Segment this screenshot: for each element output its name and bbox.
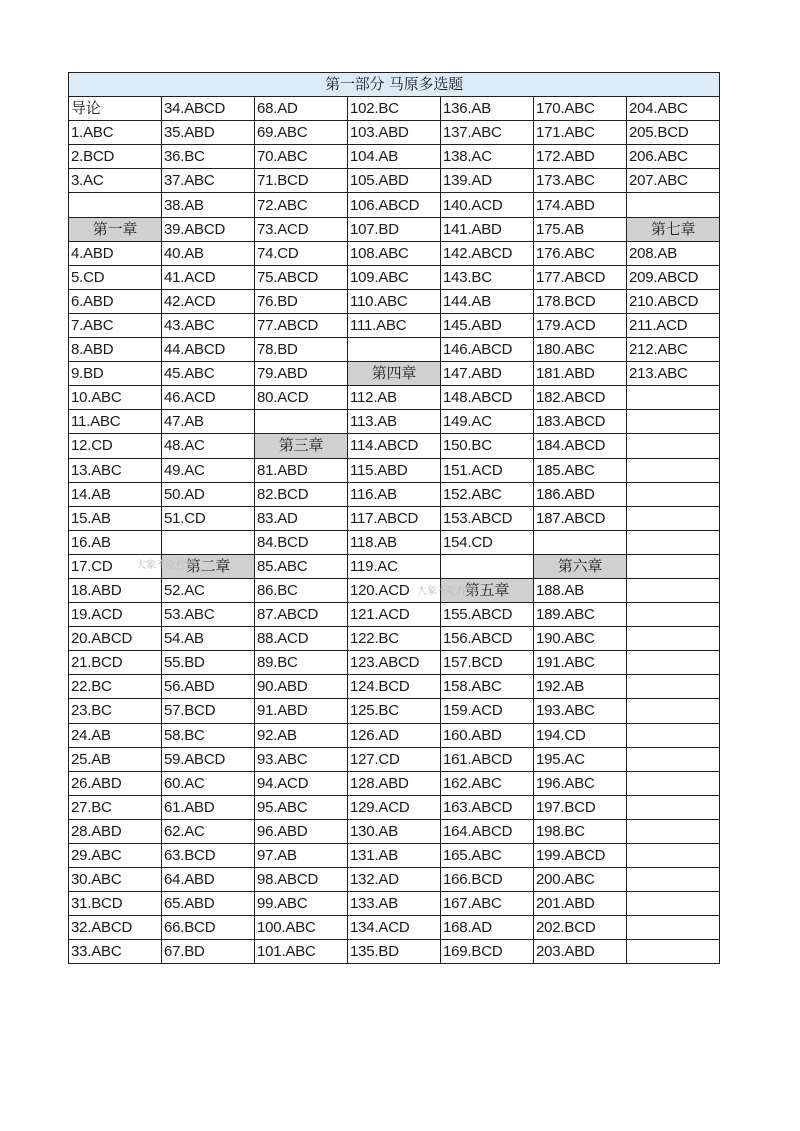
answer-cell: 61.ABD xyxy=(162,795,255,819)
answer-cell xyxy=(627,747,720,771)
answer-cell xyxy=(162,530,255,554)
answer-cell: 170.ABC xyxy=(534,97,627,121)
answer-cell: 8.ABD xyxy=(69,338,162,362)
answer-cell: 164.ABCD xyxy=(441,819,534,843)
answer-cell: 191.ABC xyxy=(534,651,627,675)
answer-cell xyxy=(627,578,720,602)
answer-cell: 108.ABC xyxy=(348,241,441,265)
answer-cell: 12.CD xyxy=(69,434,162,458)
answer-cell: 58.BC xyxy=(162,723,255,747)
answer-cell: 31.BCD xyxy=(69,892,162,916)
answer-cell: 19.ACD xyxy=(69,603,162,627)
answer-cell: 86.BC xyxy=(255,578,348,602)
table-row xyxy=(69,145,720,169)
answer-cell: 156.ABCD xyxy=(441,627,534,651)
answer-cell: 179.ACD xyxy=(534,313,627,337)
answer-cell xyxy=(627,603,720,627)
answer-cell: 154.CD xyxy=(441,530,534,554)
answer-cell: 45.ABC xyxy=(162,362,255,386)
answer-cell xyxy=(627,506,720,530)
answer-cell xyxy=(441,554,534,578)
table-row xyxy=(69,892,720,916)
answer-cell: 16.AB xyxy=(69,530,162,554)
chapter-header: 第六章 xyxy=(534,554,627,578)
answer-cell: 87.ABCD xyxy=(255,603,348,627)
answer-cell: 131.AB xyxy=(348,844,441,868)
answer-cell: 49.AC xyxy=(162,458,255,482)
table-row xyxy=(69,747,720,771)
answer-cell xyxy=(627,868,720,892)
answer-cell: 33.ABC xyxy=(69,940,162,964)
answer-cell: 62.AC xyxy=(162,819,255,843)
answer-cell: 163.ABCD xyxy=(441,795,534,819)
answer-cell: 202.BCD xyxy=(534,916,627,940)
answer-cell: 64.ABD xyxy=(162,868,255,892)
answer-cell: 48.AC xyxy=(162,434,255,458)
answer-cell: 59.ABCD xyxy=(162,747,255,771)
answer-cell: 21.BCD xyxy=(69,651,162,675)
answer-cell: 94.ACD xyxy=(255,771,348,795)
chapter-header: 第四章 xyxy=(348,362,441,386)
answer-cell: 25.AB xyxy=(69,747,162,771)
table-row xyxy=(69,699,720,723)
answer-cell: 195.AC xyxy=(534,747,627,771)
answer-cell: 55.BD xyxy=(162,651,255,675)
answer-cell xyxy=(627,916,720,940)
answer-cell: 118.AB xyxy=(348,530,441,554)
answer-cell: 38.AB xyxy=(162,193,255,217)
answer-cell xyxy=(627,482,720,506)
answer-cell: 14.AB xyxy=(69,482,162,506)
answer-cell: 9.BD xyxy=(69,362,162,386)
answer-cell: 143.BC xyxy=(441,265,534,289)
answer-cell: 7.ABC xyxy=(69,313,162,337)
table-row xyxy=(69,97,720,121)
answer-cell xyxy=(627,675,720,699)
answer-cell: 123.ABCD xyxy=(348,651,441,675)
answer-cell: 102.BC xyxy=(348,97,441,121)
answer-cell: 63.BCD xyxy=(162,844,255,868)
answer-cell: 10.ABC xyxy=(69,386,162,410)
answer-cell: 37.ABC xyxy=(162,169,255,193)
answer-cell: 99.ABC xyxy=(255,892,348,916)
table-row xyxy=(69,578,720,602)
answer-cell xyxy=(627,723,720,747)
answer-cell: 132.AD xyxy=(348,868,441,892)
answer-cell: 213.ABC xyxy=(627,362,720,386)
answer-cell: 146.ABCD xyxy=(441,338,534,362)
chapter-header: 第三章 xyxy=(255,434,348,458)
answer-cell: 15.AB xyxy=(69,506,162,530)
answer-cell: 124.BCD xyxy=(348,675,441,699)
answer-cell: 117.ABCD xyxy=(348,506,441,530)
answer-cell: 52.AC xyxy=(162,578,255,602)
answer-cell: 导论 xyxy=(69,97,162,121)
answer-cell: 172.ABD xyxy=(534,145,627,169)
answer-cell: 174.ABD xyxy=(534,193,627,217)
table-row xyxy=(69,651,720,675)
answer-cell: 186.ABD xyxy=(534,482,627,506)
answer-cell xyxy=(627,410,720,434)
answer-cell: 26.ABD xyxy=(69,771,162,795)
table-row xyxy=(69,530,720,554)
answer-cell: 157.BCD xyxy=(441,651,534,675)
answer-cell: 183.ABCD xyxy=(534,410,627,434)
answer-cell: 169.BCD xyxy=(441,940,534,964)
answer-cell: 76.BD xyxy=(255,289,348,313)
answer-cell: 188.AB xyxy=(534,578,627,602)
answer-cell: 82.BCD xyxy=(255,482,348,506)
table-row xyxy=(69,458,720,482)
table-row xyxy=(69,362,720,386)
table-row xyxy=(69,795,720,819)
answer-cell: 32.ABCD xyxy=(69,916,162,940)
answer-cell: 180.ABC xyxy=(534,338,627,362)
answer-cell xyxy=(627,434,720,458)
answer-cell: 34.ABCD xyxy=(162,97,255,121)
table-row xyxy=(69,193,720,217)
watermark-text: 大象不吃柠檬 xyxy=(417,586,477,597)
answer-cell: 125.BC xyxy=(348,699,441,723)
answer-cell: 185.ABC xyxy=(534,458,627,482)
answer-cell: 68.AD xyxy=(255,97,348,121)
table-row xyxy=(69,434,720,458)
table-row xyxy=(69,506,720,530)
answer-cell: 142.ABCD xyxy=(441,241,534,265)
answer-cell: 11.ABC xyxy=(69,410,162,434)
table-row xyxy=(69,338,720,362)
answer-cell: 97.AB xyxy=(255,844,348,868)
answer-cell: 50.AD xyxy=(162,482,255,506)
answer-cell: 207.ABC xyxy=(627,169,720,193)
answer-cell: 24.AB xyxy=(69,723,162,747)
answer-cell: 136.AB xyxy=(441,97,534,121)
answer-cell: 137.ABC xyxy=(441,121,534,145)
answer-cell: 209.ABCD xyxy=(627,265,720,289)
answer-cell: 105.ABD xyxy=(348,169,441,193)
answer-cell: 212.ABC xyxy=(627,338,720,362)
answer-cell: 73.ACD xyxy=(255,217,348,241)
answer-cell: 69.ABC xyxy=(255,121,348,145)
answer-cell: 5.CD xyxy=(69,265,162,289)
answer-cell: 182.ABCD xyxy=(534,386,627,410)
answer-cell: 147.ABD xyxy=(441,362,534,386)
answer-cell xyxy=(255,410,348,434)
answer-cell: 2.BCD xyxy=(69,145,162,169)
answer-cell: 158.ABC xyxy=(441,675,534,699)
answer-cell: 23.BC xyxy=(69,699,162,723)
answer-cell: 111.ABC xyxy=(348,313,441,337)
answer-cell: 101.ABC xyxy=(255,940,348,964)
answer-cell: 126.AD xyxy=(348,723,441,747)
answer-cell: 184.ABCD xyxy=(534,434,627,458)
answer-cell: 44.ABCD xyxy=(162,338,255,362)
answer-cell: 122.BC xyxy=(348,627,441,651)
answer-cell: 27.BC xyxy=(69,795,162,819)
answer-cell: 171.ABC xyxy=(534,121,627,145)
answer-cell: 60.AC xyxy=(162,771,255,795)
answer-cell: 151.ACD xyxy=(441,458,534,482)
answer-cell: 6.ABD xyxy=(69,289,162,313)
answer-cell: 148.ABCD xyxy=(441,386,534,410)
chapter-header: 第一章 xyxy=(69,217,162,241)
answer-cell xyxy=(627,386,720,410)
answer-cell: 175.AB xyxy=(534,217,627,241)
answer-cell: 20.ABCD xyxy=(69,627,162,651)
answer-cell: 57.BCD xyxy=(162,699,255,723)
answer-cell: 80.ACD xyxy=(255,386,348,410)
answer-cell: 106.ABCD xyxy=(348,193,441,217)
answer-cell: 98.ABCD xyxy=(255,868,348,892)
answer-cell: 65.ABD xyxy=(162,892,255,916)
answer-cell xyxy=(627,651,720,675)
answer-cell: 90.ABD xyxy=(255,675,348,699)
answer-cell: 153.ABCD xyxy=(441,506,534,530)
answer-cell: 46.ACD xyxy=(162,386,255,410)
table-row xyxy=(69,241,720,265)
answer-cell: 198.BC xyxy=(534,819,627,843)
answer-cell: 115.ABD xyxy=(348,458,441,482)
answer-cell: 71.BCD xyxy=(255,169,348,193)
answer-cell: 121.ACD xyxy=(348,603,441,627)
answer-cell: 85.ABC xyxy=(255,554,348,578)
answer-cell xyxy=(627,458,720,482)
answer-cell: 13.ABC xyxy=(69,458,162,482)
answer-cell xyxy=(627,844,720,868)
table-row xyxy=(69,265,720,289)
answer-cell: 36.BC xyxy=(162,145,255,169)
answer-cell: 165.ABC xyxy=(441,844,534,868)
table-row xyxy=(69,675,720,699)
answer-cell xyxy=(627,554,720,578)
answer-cell: 72.ABC xyxy=(255,193,348,217)
table-row xyxy=(69,940,720,964)
table-row xyxy=(69,844,720,868)
answer-cell xyxy=(627,892,720,916)
answer-cell: 178.BCD xyxy=(534,289,627,313)
answer-cell xyxy=(627,699,720,723)
answer-cell: 70.ABC xyxy=(255,145,348,169)
answer-cell: 103.ABD xyxy=(348,121,441,145)
answer-cell: 75.ABCD xyxy=(255,265,348,289)
answer-cell: 211.ACD xyxy=(627,313,720,337)
answer-cell: 77.ABCD xyxy=(255,313,348,337)
page-title: 第一部分 马原多选题 xyxy=(69,73,720,97)
answer-cell: 29.ABC xyxy=(69,844,162,868)
chapter-header: 第五章 xyxy=(441,578,534,602)
table-row xyxy=(69,868,720,892)
answer-cell: 196.ABC xyxy=(534,771,627,795)
answer-cell: 28.ABD xyxy=(69,819,162,843)
answer-cell xyxy=(627,771,720,795)
answer-cell: 203.ABD xyxy=(534,940,627,964)
answer-cell: 91.ABD xyxy=(255,699,348,723)
answer-cell: 119.AC xyxy=(348,554,441,578)
answer-cell xyxy=(627,795,720,819)
answer-cell xyxy=(348,338,441,362)
answer-cell: 53.ABC xyxy=(162,603,255,627)
answer-cell: 40.AB xyxy=(162,241,255,265)
answer-cell: 193.ABC xyxy=(534,699,627,723)
answer-cell xyxy=(627,530,720,554)
answer-cell: 66.BCD xyxy=(162,916,255,940)
table-row xyxy=(69,723,720,747)
answer-cell: 89.BC xyxy=(255,651,348,675)
answer-cell: 130.AB xyxy=(348,819,441,843)
table-row xyxy=(69,410,720,434)
answer-cell: 112.AB xyxy=(348,386,441,410)
answer-cell: 192.AB xyxy=(534,675,627,699)
answer-cell: 204.ABC xyxy=(627,97,720,121)
answer-cell: 210.ABCD xyxy=(627,289,720,313)
answer-cell: 110.ABC xyxy=(348,289,441,313)
answer-cell: 199.ABCD xyxy=(534,844,627,868)
answer-cell: 93.ABC xyxy=(255,747,348,771)
answer-cell: 96.ABD xyxy=(255,819,348,843)
answer-cell: 18.ABD xyxy=(69,578,162,602)
table-row xyxy=(69,603,720,627)
answer-cell: 152.ABC xyxy=(441,482,534,506)
watermark-text: 大象不吃柠檬 xyxy=(136,560,196,571)
answer-cell: 107.BD xyxy=(348,217,441,241)
answer-cell xyxy=(534,530,627,554)
table-row xyxy=(69,121,720,145)
table-row xyxy=(69,169,720,193)
answer-cell xyxy=(627,940,720,964)
answer-cell: 22.BC xyxy=(69,675,162,699)
table-row xyxy=(69,819,720,843)
answer-cell: 30.ABC xyxy=(69,868,162,892)
answer-cell: 4.ABD xyxy=(69,241,162,265)
table-row xyxy=(69,627,720,651)
answer-cell: 84.BCD xyxy=(255,530,348,554)
table-row xyxy=(69,482,720,506)
answer-cell: 51.CD xyxy=(162,506,255,530)
answer-cell: 149.AC xyxy=(441,410,534,434)
answer-cell: 139.AD xyxy=(441,169,534,193)
answer-cell: 200.ABC xyxy=(534,868,627,892)
answer-cell: 187.ABCD xyxy=(534,506,627,530)
answer-cell: 129.ACD xyxy=(348,795,441,819)
answer-cell: 41.ACD xyxy=(162,265,255,289)
answer-cell: 17.CD xyxy=(69,554,162,578)
answer-cell: 144.AB xyxy=(441,289,534,313)
answer-cell: 47.AB xyxy=(162,410,255,434)
table-row xyxy=(69,386,720,410)
answer-cell: 194.CD xyxy=(534,723,627,747)
answer-cell: 162.ABC xyxy=(441,771,534,795)
answer-cell: 150.BC xyxy=(441,434,534,458)
answer-cell: 206.ABC xyxy=(627,145,720,169)
answer-cell: 78.BD xyxy=(255,338,348,362)
answer-cell: 134.ACD xyxy=(348,916,441,940)
answer-cell: 135.BD xyxy=(348,940,441,964)
answer-cell: 83.AD xyxy=(255,506,348,530)
answer-cell xyxy=(627,819,720,843)
answer-cell: 168.AD xyxy=(441,916,534,940)
answer-cell: 35.ABD xyxy=(162,121,255,145)
answer-cell: 74.CD xyxy=(255,241,348,265)
answer-cell: 177.ABCD xyxy=(534,265,627,289)
answer-cell: 176.ABC xyxy=(534,241,627,265)
table-row xyxy=(69,771,720,795)
answer-cell: 205.BCD xyxy=(627,121,720,145)
answer-cell xyxy=(627,627,720,651)
answer-cell: 141.ABD xyxy=(441,217,534,241)
answer-cell: 155.ABCD xyxy=(441,603,534,627)
answer-cell: 161.ABCD xyxy=(441,747,534,771)
answer-cell: 39.ABCD xyxy=(162,217,255,241)
answer-cell: 127.CD xyxy=(348,747,441,771)
answer-cell: 81.ABD xyxy=(255,458,348,482)
answer-cell: 197.BCD xyxy=(534,795,627,819)
answer-cell: 201.ABD xyxy=(534,892,627,916)
answer-cell: 95.ABC xyxy=(255,795,348,819)
answer-cell: 173.ABC xyxy=(534,169,627,193)
answer-cell: 88.ACD xyxy=(255,627,348,651)
answer-cell: 113.AB xyxy=(348,410,441,434)
table-row xyxy=(69,554,720,578)
answer-cell: 54.AB xyxy=(162,627,255,651)
answer-cell: 56.ABD xyxy=(162,675,255,699)
answer-cell: 1.ABC xyxy=(69,121,162,145)
answer-cell: 160.ABD xyxy=(441,723,534,747)
table-row xyxy=(69,289,720,313)
chapter-header: 第七章 xyxy=(627,217,720,241)
answer-cell: 133.AB xyxy=(348,892,441,916)
answer-cell: 3.AC xyxy=(69,169,162,193)
answer-cell: 104.AB xyxy=(348,145,441,169)
answer-cell: 181.ABD xyxy=(534,362,627,386)
answer-cell: 145.ABD xyxy=(441,313,534,337)
table-row xyxy=(69,313,720,337)
answer-cell: 166.BCD xyxy=(441,868,534,892)
answer-cell: 79.ABD xyxy=(255,362,348,386)
answer-cell: 189.ABC xyxy=(534,603,627,627)
title-row xyxy=(69,73,720,97)
answer-cell: 208.AB xyxy=(627,241,720,265)
chapter-header: 第二章 xyxy=(162,554,255,578)
table-row xyxy=(69,916,720,940)
table-row xyxy=(69,217,720,241)
answer-cell: 138.AC xyxy=(441,145,534,169)
answer-cell: 128.ABD xyxy=(348,771,441,795)
answer-table xyxy=(68,72,720,964)
answer-cell: 190.ABC xyxy=(534,627,627,651)
answer-cell: 43.ABC xyxy=(162,313,255,337)
answer-cell: 120.ACD xyxy=(348,578,441,602)
answer-cell: 92.AB xyxy=(255,723,348,747)
answer-cell: 114.ABCD xyxy=(348,434,441,458)
answer-cell: 100.ABC xyxy=(255,916,348,940)
answer-cell: 67.BD xyxy=(162,940,255,964)
answer-cell: 116.AB xyxy=(348,482,441,506)
answer-cell: 140.ACD xyxy=(441,193,534,217)
answer-cell: 109.ABC xyxy=(348,265,441,289)
answer-cell xyxy=(627,193,720,217)
answer-cell: 167.ABC xyxy=(441,892,534,916)
answer-cell: 42.ACD xyxy=(162,289,255,313)
answer-cell: 159.ACD xyxy=(441,699,534,723)
answer-cell xyxy=(69,193,162,217)
